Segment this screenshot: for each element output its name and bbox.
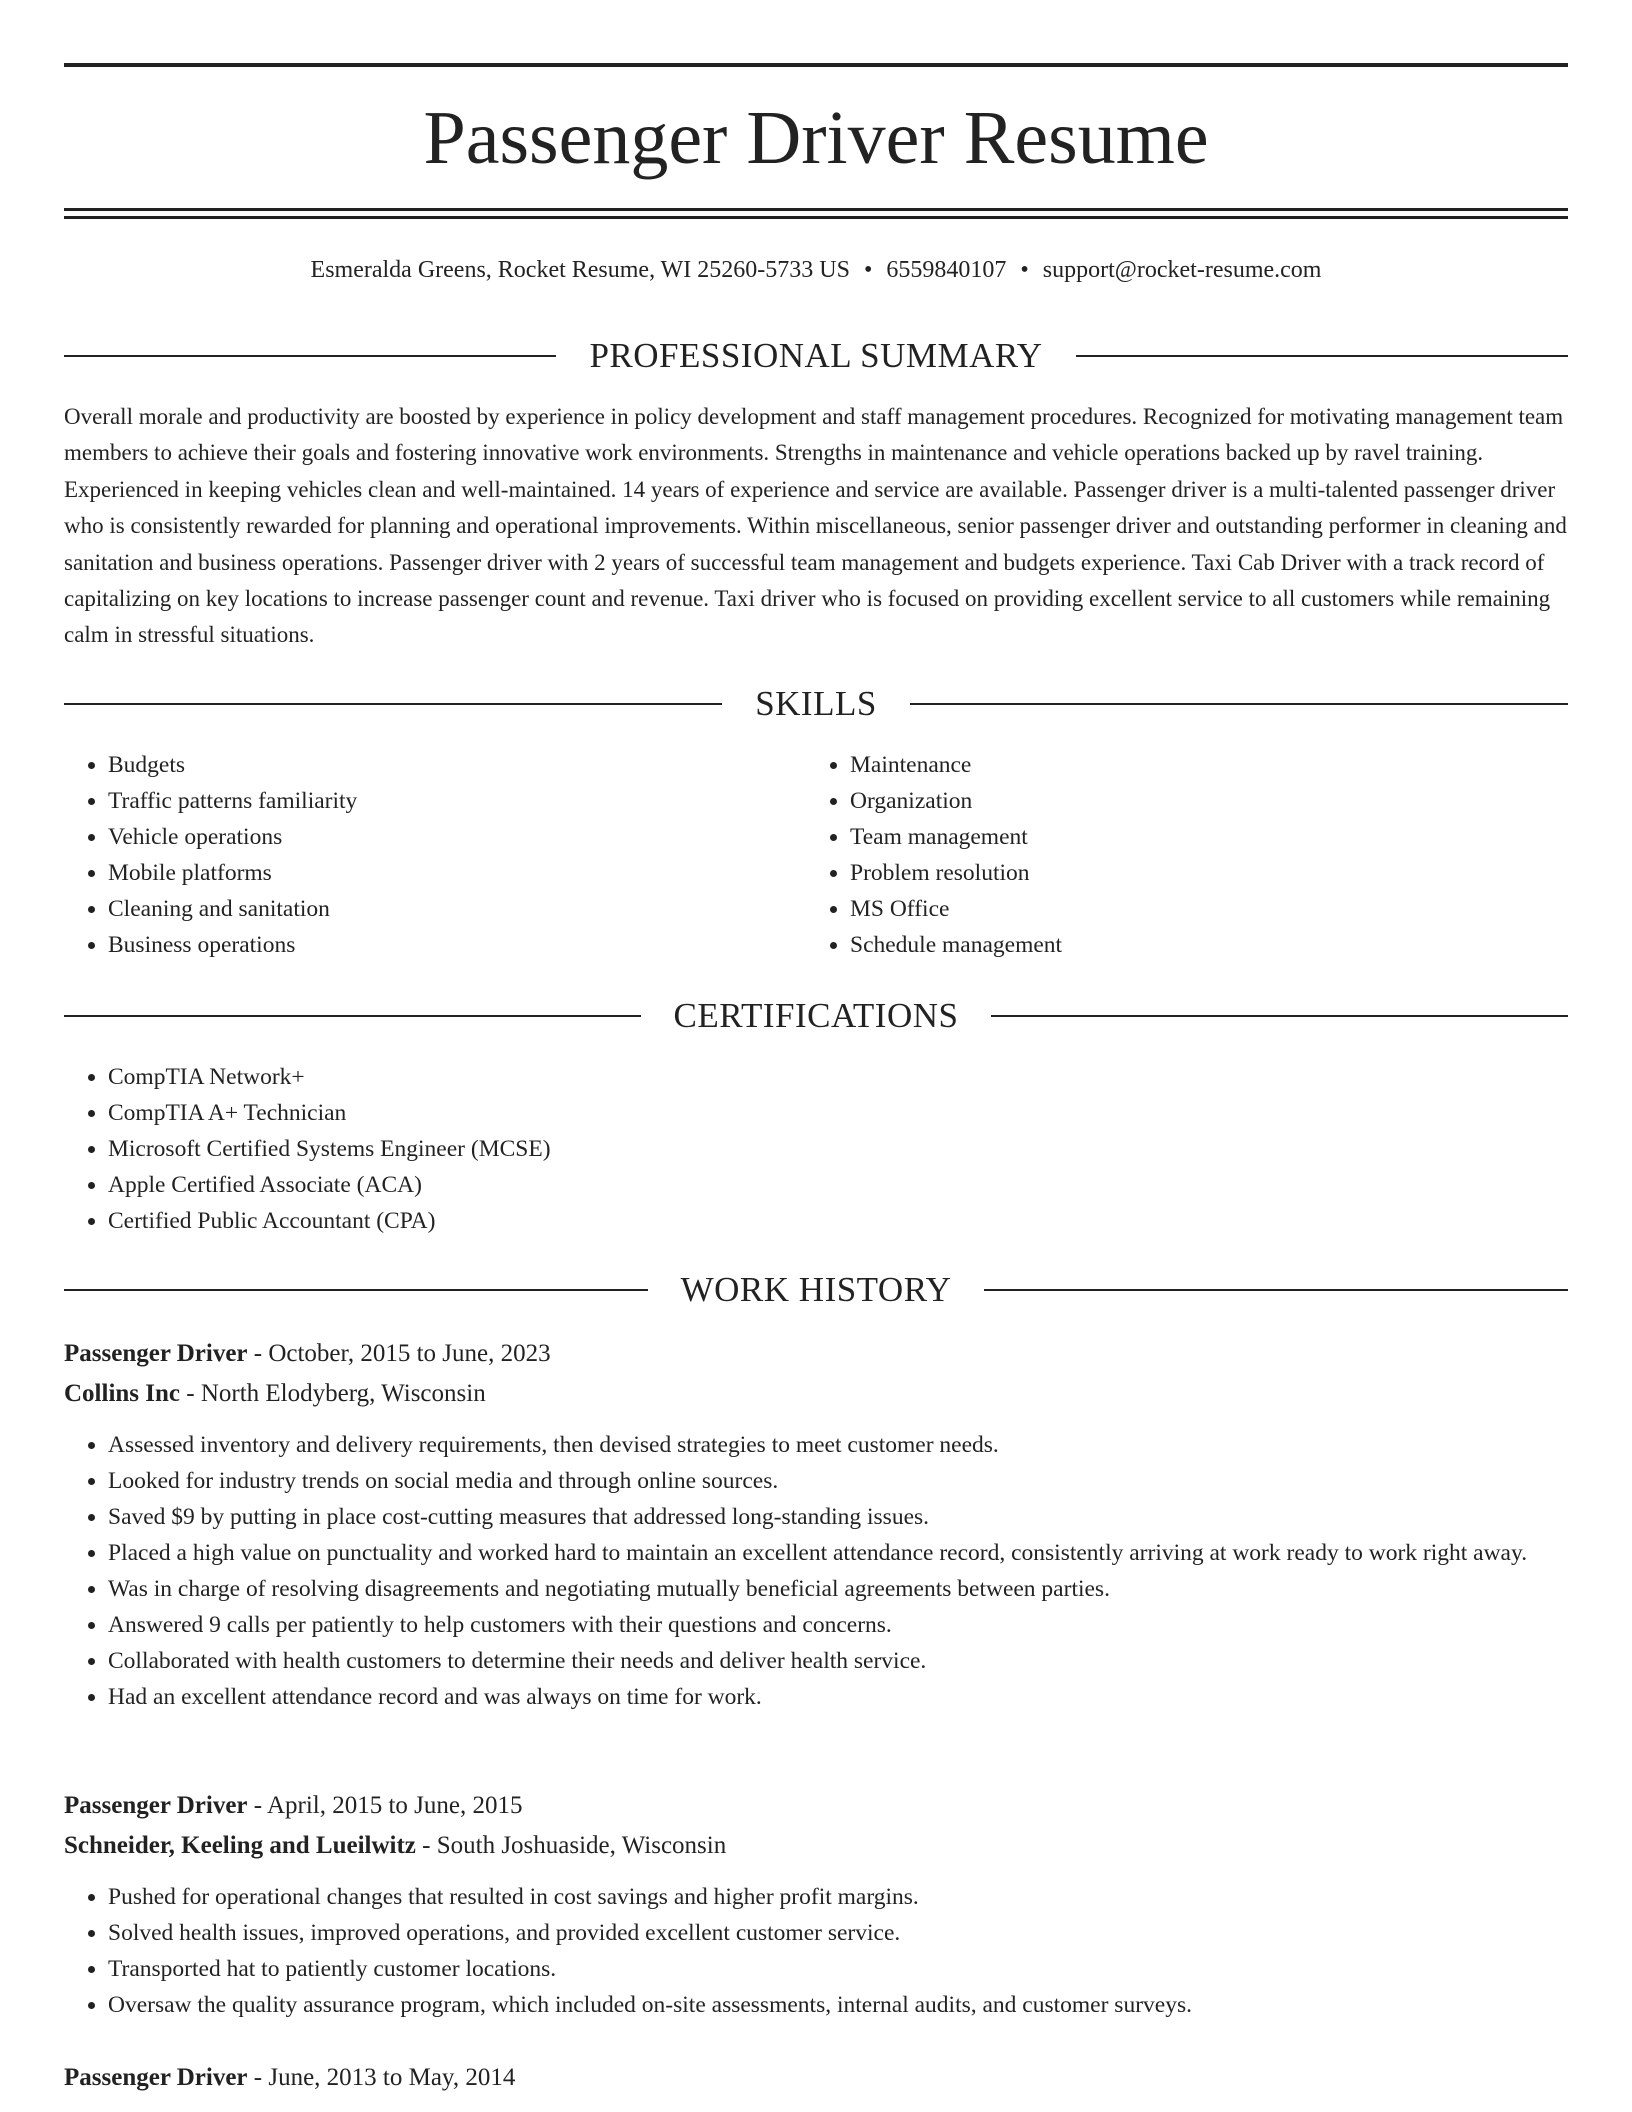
skill-item: • Maintenance (850, 747, 1550, 783)
section-heading-summary (64, 334, 1568, 378)
job-bullet: • Assessed inventory and delivery requirements, then devised strategies to meet customer needs. (108, 1427, 1568, 1463)
title-bottom-rule-double (64, 216, 1568, 219)
skill-item: • Organization (850, 783, 1550, 819)
certification-item: • CompTIA Network+ (108, 1059, 1568, 1095)
skill-item: • Schedule management (850, 927, 1550, 963)
job-bullet: • Looked for industry trends on social media and through online sources. (108, 1463, 1568, 1499)
job-company: Collins Inc (64, 1380, 181, 1407)
certification-item: • Certified Public Accountant (CPA) (108, 1203, 1568, 1239)
section-heading-certifications (64, 994, 1568, 1038)
contact-separator: • (1020, 257, 1029, 283)
job-role: Passenger Driver (64, 1340, 248, 1367)
contact-separator: • (863, 257, 873, 283)
certifications-list (64, 1059, 1568, 1239)
job-bullet: • Collaborated with health customers to determine their needs and deliver health service. (108, 1643, 1568, 1679)
section-title-work-history: WORK HISTORY (680, 1270, 952, 1309)
job-bullet: • Saved $9 by putting in place cost-cutting measures that addressed long-standing issues. (108, 1499, 1568, 1535)
skill-item: • Budgets (108, 747, 808, 783)
title-bottom-rule (64, 208, 1568, 211)
job-bullets (64, 1879, 1568, 2023)
job-company: Schneider, Keeling and Lueilwitz (64, 1832, 416, 1859)
summary-text: Overall morale and productivity are boosted by experience in policy development and staff management procedures. Recognized for motivating management team members to achieve their goals and fostering innovative work environments. Strengths in maintenance and vehicle operations backed up by ravel training. Experienced in keeping vehicles clean and well-maintained. 14 years of experience and service are available. Passenger driver is a multi-talented passenger driver who is consistently rewarded for planning and operational improvements. Within miscellaneous, senior passenger driver and outstanding performer in cleaning and sanitation and business operations. Passenger driver with 2 years of successful team management and budgets experience. Taxi Cab Driver with a track record of capitalizing on key locations to increase passenger count and revenue. Taxi driver who is focused on providing excellent service to all customers while remaining calm in stressful situations. (64, 404, 1567, 648)
skill-item: • MS Office (850, 891, 1550, 927)
job-company-line (64, 1828, 726, 1864)
skill-item: • Traffic patterns familiarity (108, 783, 808, 819)
job-role: Passenger Driver (64, 2064, 248, 2091)
skill-item: • Problem resolution (850, 855, 1550, 891)
job-role: Passenger Driver (64, 1792, 248, 1819)
job-bullet: • Was in charge of resolving disagreements and negotiating mutually beneficial agreements between parties. (108, 1571, 1568, 1607)
skills-list-left (64, 747, 808, 963)
skill-item: • Mobile platforms (108, 855, 808, 891)
job-company-line (64, 1376, 486, 1412)
skill-item: • Business operations (108, 927, 808, 963)
section-heading-skills (64, 682, 1568, 726)
title-top-rule (64, 63, 1568, 67)
job-dates: - October, 2015 to June, 2023 (247, 1340, 551, 1367)
heading-rule (64, 703, 722, 705)
contact-email[interactable]: support@rocket-resume.com (1042, 257, 1322, 283)
page-title: Passenger Driver Resume (423, 96, 1209, 180)
job-dates: - April, 2015 to June, 2015 (247, 1792, 523, 1819)
job-bullet: • Answered 9 calls per patiently to help customers with their questions and concerns. (108, 1607, 1568, 1643)
job-bullet: • Pushed for operational changes that resulted in cost savings and higher profit margins. (108, 1879, 1568, 1915)
heading-rule (64, 355, 556, 357)
certification-item: • CompTIA A+ Technician (108, 1095, 1568, 1131)
job-dates: - June, 2013 to May, 2014 (247, 2064, 516, 2091)
job-bullet: • Solved health issues, improved operations, and provided excellent customer service. (108, 1915, 1568, 1951)
heading-rule (910, 703, 1568, 705)
job-bullet: • Had an excellent attendance record and was always on time for work. (108, 1679, 1568, 1715)
section-title-skills: SKILLS (755, 684, 877, 723)
heading-rule (991, 1015, 1568, 1017)
skill-item: • Cleaning and sanitation (108, 891, 808, 927)
skill-item: • Vehicle operations (108, 819, 808, 855)
job-location: - South Joshuaside, Wisconsin (415, 1832, 727, 1859)
section-title-summary: PROFESSIONAL SUMMARY (589, 336, 1043, 375)
certification-item: • Apple Certified Associate (ACA) (108, 1167, 1568, 1203)
job-role-line (64, 1336, 551, 1372)
job-bullet: • Placed a high value on punctuality and worked hard to maintain an excellent attendance record, consistently arriving at work ready to work right away. (108, 1535, 1568, 1571)
job-location: - North Elodyberg, Wisconsin (180, 1380, 486, 1407)
skill-item: • Team management (850, 819, 1550, 855)
contact-phone: 6559840107 (886, 257, 1007, 283)
heading-rule (64, 1015, 641, 1017)
contact-address: Esmeralda Greens, Rocket Resume, WI 25260-5733 US (310, 257, 850, 283)
job-bullet: • Transported hat to patiently customer locations. (108, 1951, 1568, 1987)
heading-rule (1076, 355, 1568, 357)
job-bullet: • Oversaw the quality assurance program, which included on-site assessments, internal audits, and customer surveys. (108, 1987, 1568, 2023)
heading-rule (64, 1289, 648, 1291)
contact-line (64, 252, 1568, 288)
job-bullets (64, 1427, 1568, 1715)
section-title-certifications: CERTIFICATIONS (673, 996, 959, 1035)
job-role-line (64, 2060, 515, 2096)
heading-rule (984, 1289, 1568, 1291)
skills-list-right (806, 747, 1550, 963)
section-heading-work-history (64, 1268, 1568, 1312)
job-role-line (64, 1788, 523, 1824)
certification-item: • Microsoft Certified Systems Engineer (MCSE) (108, 1131, 1568, 1167)
